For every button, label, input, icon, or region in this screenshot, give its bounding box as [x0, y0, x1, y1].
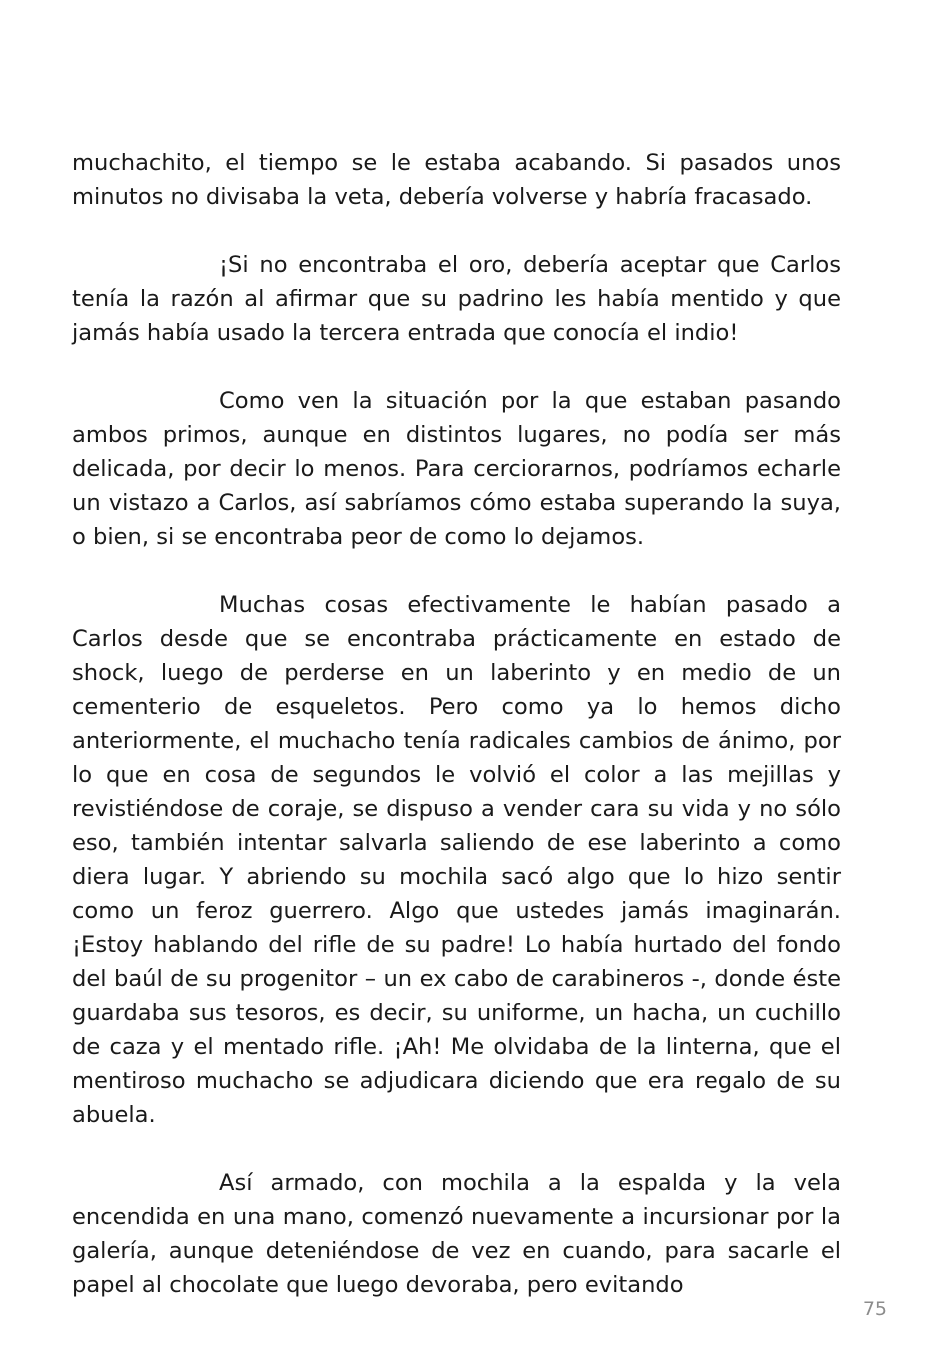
paragraph-1: muchachito, el tiempo se le estaba acabando. Si pasados unos minutos no divisaba la veta, debería volverse y habría fracasado.	[72, 150, 841, 210]
paragraph-3: Como ven la situación por la que estaban pasando ambos primos, aunque en distintos lugares, no podía ser más delicada, por decir lo menos. Para cerciorarnos, podríamos echarle un vistazo a Carlos, así sabríamos cómo estaba superando la suya, o bien, si se encontraba peor de como lo dejamos.	[72, 388, 841, 550]
page-number: 75	[862, 1298, 887, 1320]
paragraph-4: Muchas cosas efectivamente le habían pasado a Carlos desde que se encontraba prácticamente en estado de shock, luego de perderse en un laberinto y en medio de un cementerio de esqueletos. Pero como ya lo hemos dicho anteriormente, el muchacho tenía radicales cambios de ánimo, por lo que en cosa de segundos le volvió el color a las mejillas y revistiéndose de coraje, se dispuso a vender cara su vida y no sólo eso, también intentar salvarla saliendo de ese laberinto a como diera lugar. Y abriendo su mochila sacó algo que lo hizo sentir como un feroz guerrero. Algo que ustedes jamás imaginarán. ¡Estoy hablando del rifle de su padre! Lo había hurtado del fondo del baúl de su progenitor – un ex cabo de carabineros -, donde éste guardaba sus tesoros, es decir, su uniforme, un hacha, un cuchillo de caza y el mentado rifle. ¡Ah! Me olvidaba de la linterna, que el mentiroso muchacho se adjudicara diciendo que era regalo de su abuela.	[72, 592, 841, 1128]
paragraph-5: Así armado, con mochila a la espalda y la vela encendida en una mano, comenzó nuevamente a incursionar por la galería, aunque deteniéndose de vez en cuando, para sacarle el papel al chocolate que luego devoraba, pero evitando	[72, 1170, 841, 1298]
page-body	[72, 146, 841, 1302]
paragraph-2: ¡Si no encontraba el oro, debería aceptar que Carlos tenía la razón al afirmar que su padrino les había mentido y que jamás había usado la tercera entrada que conocía el indio!	[72, 252, 841, 346]
